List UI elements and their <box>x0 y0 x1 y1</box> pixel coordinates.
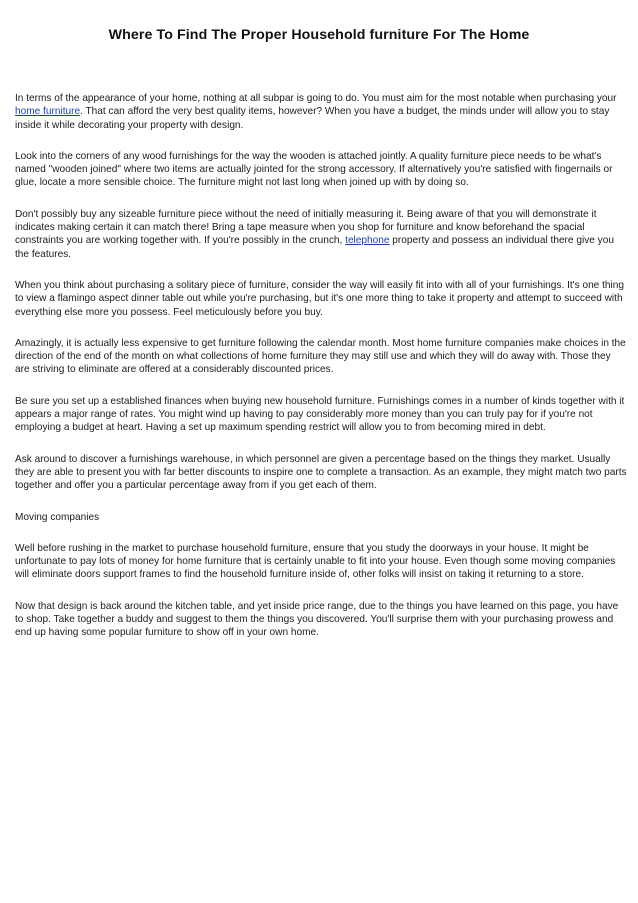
paragraph-1-text-before: In terms of the appearance of your home, nothing at all subpar is going to do. You must aim for the most notable when purchasing your <box>15 93 617 104</box>
paragraph-10: Now that design is back around the kitchen table, and yet inside price range, due to the things you have learned on this page, you have to shop. Take together a buddy and suggest to them the things you discovered. You'll surprise them with your purchasing prowess and end up having some popular furniture to show off in your own home. <box>15 600 619 639</box>
page-title: Where To Find The Proper Household furniture For The Home <box>108 27 530 43</box>
paragraph-4: When you think about purchasing a solitary piece of furniture, consider the way will easily fit into with all of your furnishings. It's one thing to view a flamingo aspect dinner table out while you're purchasing, but it's one more thing to take it property and attempt to succeed with everything else more you possess. Feel meticulously before you buy. <box>15 279 624 318</box>
paragraph-6: Be sure you set up a established finances when buying new household furniture. Furnishings comes in a number of kinds together with it appears a major range of rates. You might wind up having to pay considerably more money than you can truly pay for if you're not employing a budget at heart. Having a set up maximum spending restrict will allow you to from becoming mired in debt. <box>15 395 625 434</box>
paragraph-1 <box>15 92 627 132</box>
telephone-link[interactable]: telephone <box>345 235 390 247</box>
paragraph-9: Well before rushing in the market to purchase household furniture, ensure that you study the doorways in your house. It might be unfortunate to pay lots of money for home furniture that is certainly unable to fit into your house. Even though some moving companies will eliminate doors support frames to find the household furniture inside of, other folks will insist on taking it returning to a store. <box>15 542 616 581</box>
article-body <box>15 92 627 658</box>
paragraph-5: Amazingly, it is actually less expensive to get furniture following the calendar month. Most home furniture companies make choices in the direction of the end of the month on what collections of home furniture they may still use and which they will do away with. Those they are striving to eliminate are offered at a considerably discounted prices. <box>15 337 626 376</box>
home-furniture-link[interactable]: home furniture <box>15 106 81 118</box>
paragraph-1-text-after: . That can afford the very best quality items, however? When you have a budget, the minds under will allow you to stay inside it while decorating your property with design. <box>15 106 610 131</box>
paragraph-7: Ask around to discover a furnishings warehouse, in which personnel are given a percentage based on the things they market. Usually they are able to present you with far better discounts to inspire one to complete a transaction. As an example, they might match two parts together and offer you a particular percentage away from if you get each of them. <box>15 453 627 492</box>
paragraph-3-text-before: Don't possibly buy any sizeable furniture piece without the need of initially measuring it. Being aware of that you will demonstrate it indicates making certain it can match there! Bring a tape measure when you shop for furniture and know beforehand the spacial constraints you are working together with. If you're possibly in the crunch, <box>15 208 597 247</box>
paragraph-3 <box>15 208 627 261</box>
paragraph-3-text-after: property and possess an individual there give you the features. <box>15 235 614 260</box>
section-heading-moving-companies: Moving companies <box>15 511 100 523</box>
paragraph-2: Look into the corners of any wood furnishings for the way the wooden is attached jointly. A quality furniture piece needs to be what's named "wooden joined" where two items are actually jointed for the strong accessory. If alternatively you're satisfied with fingernails or glue, locate a more sensible choice. The furniture might not last long when joined up with by doing so. <box>15 150 613 189</box>
